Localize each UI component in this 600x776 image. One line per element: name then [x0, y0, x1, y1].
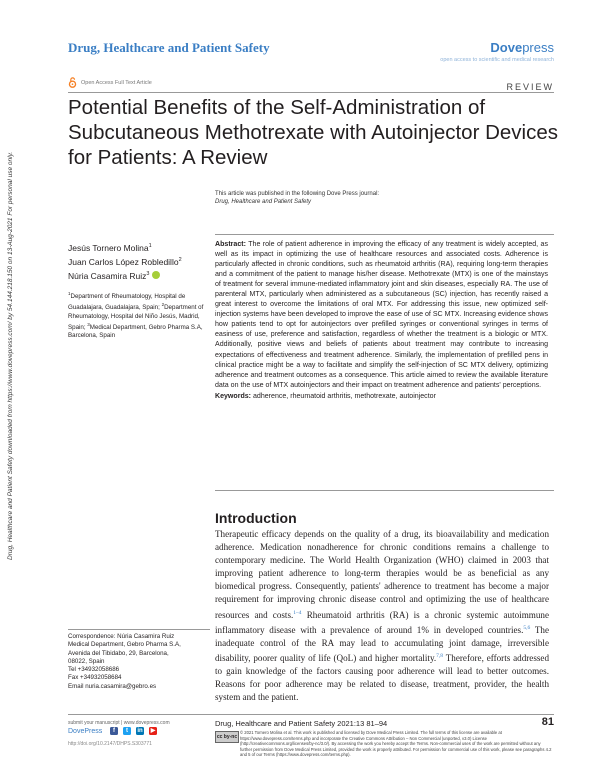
author[interactable] [68, 254, 213, 268]
affiliation-sup: 1 [68, 291, 71, 296]
citation-link[interactable]: 1–4 [293, 609, 302, 616]
affiliations [68, 290, 210, 340]
author-affiliation-sup: 3 [146, 270, 150, 277]
correspondence-line: Medical Department, Gebro Pharma S.A, [68, 641, 181, 649]
affiliation-1: Department of Rheumatology, Hospital de Guadalajara, Guadalajara, Spain; [68, 293, 186, 312]
author-name: Jesús Tornero Molina [68, 242, 149, 253]
submit-link[interactable]: submit your manuscript | www.dovepress.com [68, 720, 170, 726]
license-text: © 2021 Tornero Molina et al. This work is published and licensed by Dove Medical Press Limited. The full terms of this license are available at https://www.dovepress.com/terms.php and incorporate the Creative Commons Attribution – Non Commercial (unported, v3.0) License (http://creativecommons.org/licenses/by-nc/3.0/). By accessing the work you hereby accept the Terms. Non-commercial uses of the work are permitted without any further permission from Dove Medical Press Limited, provided the work is properly attributed. For permission for commercial use of this work, please see paragraphs 4.2 and 5 of our Terms (https://www.dovepress.com/terms.php). [240, 730, 552, 758]
author[interactable] [68, 268, 213, 282]
footer-journal-ref: Drug, Healthcare and Patient Safety 2021:13 81–94 [215, 719, 388, 728]
download-side-note [7, 130, 37, 560]
publisher-tagline: open access to scientific and medical research [440, 57, 554, 63]
author-affiliation-sup: 2 [178, 256, 182, 263]
brand-dove: Dove [490, 40, 523, 55]
affiliation-sup: 2 [161, 302, 165, 308]
publisher-logo[interactable] [490, 40, 554, 55]
social-links [110, 727, 157, 735]
journal-name: Drug, Healthcare and Patient Safety [68, 40, 270, 55]
dovepress-link[interactable]: DovePress [68, 728, 103, 735]
correspondence-divider [68, 629, 210, 630]
article-title: Potential Benefits of the Self-Administration of Subcutaneous Methotrexate with Autoinjector Devices for Patients: A Review [68, 96, 558, 169]
cc-license-icon[interactable] [215, 731, 239, 743]
section-heading-introduction: Introduction [215, 510, 297, 526]
abstract-top-divider [215, 234, 554, 235]
orcid-icon[interactable] [152, 271, 160, 279]
footer-divider [68, 714, 554, 715]
cc-label: cc by-nc [216, 734, 238, 740]
abstract-label: Abstract: [215, 241, 246, 248]
intro-text: Therefore, efforts addressed to gain knowledge of the factors causing poor adherence will lead to better outcomes. Reasons for poor adherence may be related to disease, treatment, provider, the health system and the patient. [215, 652, 549, 703]
author-name: Núria Casamira Ruiz [68, 270, 147, 281]
publication-note [215, 190, 379, 206]
correspondence [68, 633, 213, 691]
intro-text: Rheumatoid arthritis (RA) is a chronic systemic autoimmune inflammatory disease with a prevalence of around 1% in developed countries. [215, 609, 549, 635]
header-divider [68, 92, 554, 93]
affiliation-3: Medical Department, Gebro Pharma S.A, Barcelona, Spain [68, 323, 203, 339]
youtube-icon[interactable]: ▶ [150, 728, 156, 734]
open-access-label: Open Access Full Text Article [81, 79, 152, 86]
twitter-icon[interactable]: t [123, 727, 131, 735]
affiliation-2: Department of Rheumatology, Hospital del Niño Jesús, Madrid, Spain; [68, 304, 204, 331]
correspondence-line: Fax +34932058684 [68, 674, 122, 682]
intro-text: Therapeutic efficacy depends on the quality of a drug, its bioavailability and medication adherence. Medication nonadherence for chronic conditions remains a challenge to contemporary medicine. The World Health Organization (WHO) claimed in 2003 that improving patient adherence to long-term therapies would be as beneficial as any biomedical progress. Consequently, patients' adherence to treatment has become a major requirement for improving chronic disease control and optimizing the use of healthcare resources and costs. [215, 529, 549, 620]
abstract-text: The role of patient adherence in improving the efficacy of any treatment is widely accepted, as well as its impact in optimizing the use of healthcare resources and associated costs. Adherence is particularly affected in chronic conditions, such as rheumatoid arthritis (RA), requiring long-term therapies and a commitment of the patient to manage his/her disease. Methotrexate (MTX) is one of the mainstays of treatment for several immune-mediated inflammatory joint and skin diseases, especially RA. The use of parenteral MTX, particularly when administered as a subcutaneous (SC) injection, has recently raised a great interest to overcome the limitations of oral MTX. For addressing this issue, new optimized self-injection systems have been developed to improve the ease of use of SC MTX. Increasing evidence shows how patients tend to opt for autoinjectors over prefilled syringes or conventional syringes in terms of easiness of use, preference and satisfaction, regardless of whether the treatment is a biologic or MTX. Additionally, positive views and beliefs of patients about treatment may contribute to increasing expectations of effectiveness and treatment adherence. Similarly, the implementation of prefilled pens in clinical practice might be a way to facilitate and simplify the self-injection of SC MTX delivery, optimizing adherence and treatment outcomes as a consequence. This article aimed to review the available literature data on the use of MTX autoinjectors and their impact on treatment adherence and patients' perceptions. [215, 241, 548, 389]
abstract-bottom-divider [215, 490, 554, 491]
doi-link[interactable]: http://doi.org/10.2147/DHPS.S303771 [68, 741, 152, 747]
open-access-badge [68, 77, 152, 88]
citation-link[interactable]: 5,6 [523, 624, 531, 631]
abstract [215, 240, 548, 402]
publication-note-line1: This article was published in the following Dove Press journal: [215, 191, 380, 197]
citation-link[interactable]: 7,8 [436, 652, 444, 659]
keywords-label: Keywords: [215, 392, 252, 400]
open-access-icon [68, 77, 77, 88]
introduction-body [215, 528, 549, 704]
correspondence-line: 08022, Spain [68, 657, 105, 665]
intro-text: The inadequate control of the RA may lead to accumulating joint damage, irreversible disability, poorer quality of life (QoL) and higher mortality. [215, 624, 549, 663]
author-name: Juan Carlos López Robledillo [68, 256, 179, 267]
affiliation-sup: 3 [87, 321, 90, 327]
facebook-icon[interactable]: f [110, 727, 118, 735]
correspondence-line: Correspondence: Núria Casamira Ruiz [68, 633, 175, 640]
author[interactable] [68, 240, 213, 254]
brand-press: press [522, 40, 554, 55]
side-note-text: Drug, Healthcare and Patient Safety downloaded from https://www.dovepress.com/ by 54.144.218.150 on 13-Aug-2021 For personal use only. [7, 151, 14, 560]
correspondence-line: Avenida del Tibidabo, 29, Barcelona, [68, 649, 169, 657]
author-list [68, 240, 213, 281]
publication-note-journal[interactable]: Drug, Healthcare and Patient Safety [215, 199, 312, 205]
linkedin-icon[interactable]: in [137, 728, 143, 734]
correspondence-email[interactable]: Email nuria.casamira@gebro.es [68, 682, 157, 690]
article-type: REVIEW [506, 82, 554, 92]
keywords [215, 392, 548, 402]
keywords-text: adherence, rheumatoid arthritis, methotrexate, autoinjector [253, 392, 436, 400]
author-affiliation-sup: 1 [148, 243, 152, 249]
page-number: 81 [541, 716, 554, 728]
correspondence-line: Tel +34932058686 [68, 666, 120, 674]
